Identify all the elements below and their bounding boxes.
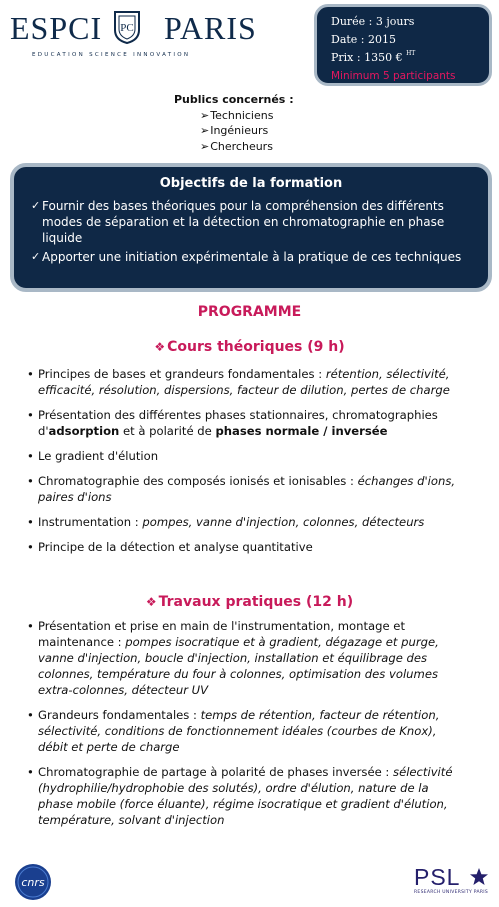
list-item: ➢ Chercheurs (200, 139, 294, 155)
psl-logo (414, 864, 494, 904)
logo-word-paris: PARIS (164, 10, 257, 46)
psl-subtitle: RESEARCH UNIVERSITY PARIS (414, 890, 489, 895)
prix-line (331, 49, 489, 67)
logo-tagline: EDUCATION SCIENCE INNOVATION (32, 52, 191, 58)
list-item (24, 448, 464, 464)
publics-title: Publics concernés : (174, 93, 294, 106)
diamond-bullet-icon: ❖ (145, 595, 157, 609)
list-item: ➢ Techniciens (200, 108, 294, 124)
publics-concernes (174, 92, 294, 154)
item-text: et à polarité de (119, 424, 216, 438)
item-bold: adsorption (48, 424, 120, 438)
item-italic: sélectivité (hydrophilie/hydrophobie des solutés), ordre d'élution, nature de la phase mobile (force éluante), régime isocratique et gradient d'élution, température, solvant d'injection (38, 765, 453, 827)
diamond-bullet-icon: ❖ (154, 340, 166, 354)
list-item (24, 707, 464, 755)
list-item (24, 366, 464, 398)
cours-title: Cours théoriques (9 h) (167, 339, 345, 355)
travaux-list (24, 618, 464, 837)
item-text: Chromatographie de partage à polarité de phases inversée : (38, 765, 394, 779)
objectifs-title: Objectifs de la formation (159, 176, 343, 191)
list-item (24, 407, 464, 439)
cnrs-logo-icon (11, 862, 55, 902)
item-text: Instrumentation : (38, 515, 143, 529)
objectifs-box (10, 163, 492, 292)
item-italic: rétention, sélectivité, efficacité, résolution, dispersions, facteur de dilution, pertes de charge (38, 367, 450, 397)
item-bold: phases normale / inversée (215, 424, 388, 438)
cours-theoriques-heading (0, 339, 499, 355)
item-text: Grandeurs fondamentales : (38, 708, 201, 722)
item-italic: pompes, vanne d'injection, colonnes, détecteurs (142, 515, 425, 529)
cours-list (24, 366, 464, 564)
prix-ht: HT (406, 50, 416, 57)
logo-word-espci: ESPCI (10, 10, 103, 46)
item-text: Principe de la détection et analyse quantitative (38, 540, 313, 554)
item-text: Principes de bases et grandeurs fondamentales : (38, 367, 326, 381)
list-item (24, 764, 464, 828)
info-box (314, 4, 492, 86)
list-item (24, 539, 464, 555)
item-text: Présentation des différentes phases stationnaires, chromatographies d' (38, 408, 438, 438)
espci-emblem-icon (112, 10, 142, 44)
item-text: Le gradient d'élution (38, 449, 159, 463)
item-italic: pompes isocratique et à gradient, dégazage et purge, vanne d'injection, boucle d'injection, installation et équilibrage des colonnes, température du four à colonnes, optimisation des volumes extra-colonnes, détecteur UV (38, 635, 439, 697)
list-item: ✓ Apporter une initiation expérimentale à la pratique de ces techniques (32, 249, 468, 265)
travaux-title: Travaux pratiques (12 h) (158, 594, 354, 610)
prix-text: Prix : 1350 € (331, 51, 403, 64)
duree-text: Durée : 3 jours (331, 15, 415, 28)
svg-text:PC: PC (120, 22, 134, 34)
publics-list (174, 108, 294, 155)
list-item: ➢ Ingénieurs (200, 123, 294, 139)
item-text: Présentation et prise en main de l'instrumentation, montage et maintenance : (38, 619, 405, 649)
list-item (24, 514, 464, 530)
date-text: Date : 2015 (331, 33, 397, 46)
list-item (24, 618, 464, 698)
item-italic: échanges d'ions, paires d'ions (38, 474, 456, 504)
psl-text: PSL (414, 864, 461, 890)
list-item: ✓ Fournir des bases théoriques pour la compréhension des différents modes de séparation et la détection en chromatographie en phase liquide (32, 198, 468, 246)
list-item (24, 473, 464, 505)
cnrs-text: cnrs (21, 876, 45, 889)
espci-logo (10, 8, 257, 68)
programme-title: PROGRAMME (197, 304, 302, 320)
item-text: Chromatographie des composés ionisés et ionisables : (38, 474, 358, 488)
star-icon (469, 867, 489, 887)
item-italic: temps de rétention, facteur de rétention, sélectivité, conditions de fonctionnement idéales (courbes de Knox), débit et perte de charge (38, 708, 440, 754)
travaux-pratiques-heading (0, 594, 499, 610)
minimum-participants: Minimum 5 participants (331, 70, 456, 82)
objectifs-list (14, 198, 488, 265)
